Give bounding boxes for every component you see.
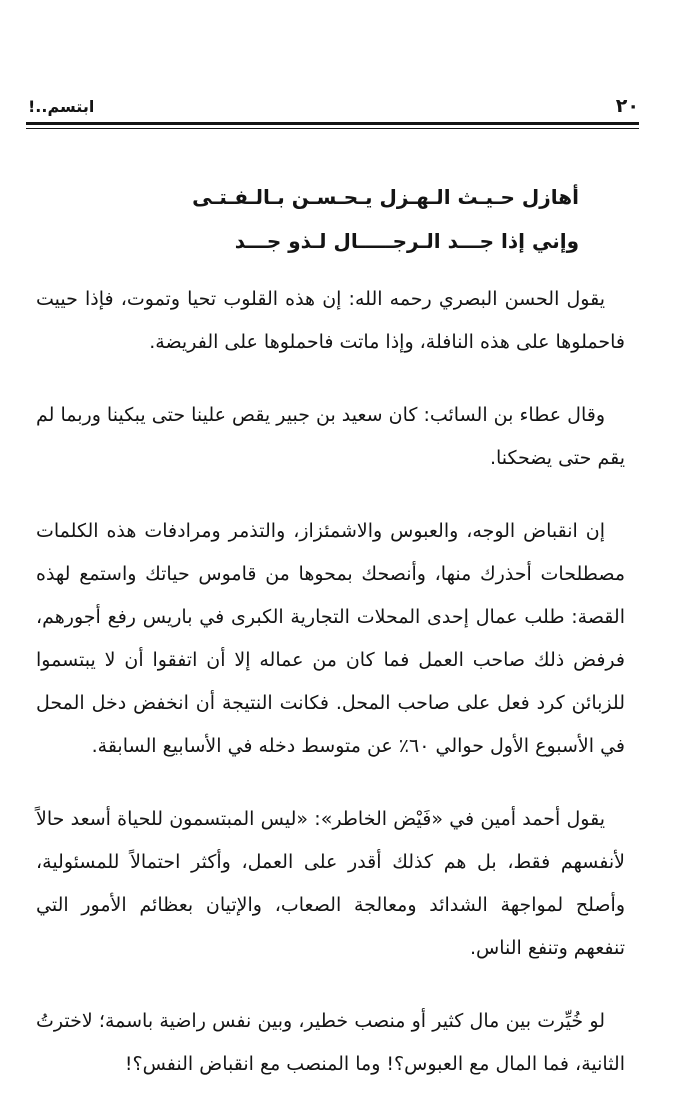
running-title: ابتسم..! [28, 97, 95, 116]
poem-verse-2: وإني إذا جـــد الـرجـــــال لـذو جـــد [234, 229, 579, 253]
paragraph-paris-story: إن انقباض الوجه، والعبوس والاشمئزاز، والتذمر ومرادفات هذه الكلمات مصطلحات أحذرك منها، وأنصحك بمحوها من قاموس حياتك واستمع لهذه القصة: طلب عمال إحدى المحلات التجارية الكبرى في باريس رفع أجورهم، فرفض ذلك صاحب العمل فما كان من عماله إلا أن اتفقوا أن لا يبتسموا للزبائن كرد فعل على صاحب المحل. فكانت النتيجة أن انخفض دخل المحل في الأسبوع الأول حوالي ٦٠٪ عن متوسط دخله في الأسابيع السابقة. [36, 520, 625, 757]
header-rule-thin [26, 128, 639, 129]
paragraph-ahmad-amin: يقول أحمد أمين في «فَيْض الخاطر»: «ليس المبتسمون للحياة أسعد حالاً لأنفسهم فقط، بل هم كذلك أقدر على العمل، وأكثر احتمالاً للمسئولية، وأصلح لمواجهة الشدائد ومعالجة الصعاب، والإتيان بعظائم الأمور التي تنفعهم وتنفع الناس. [36, 808, 625, 959]
header-rule-thick [26, 122, 639, 125]
page-number: ٢٠ [615, 95, 639, 117]
page-header [28, 94, 639, 120]
paragraph-hasan-basri: يقول الحسن البصري رحمه الله: إن هذه القلوب تحيا وتموت، فإذا حييت فاحملوها على هذه النافلة، وإذا ماتت فاحملوها على الفريضة. [36, 288, 625, 353]
paragraph-ata-bin-saib: وقال عطاء بن السائب: كان سعيد بن جبير يقص علينا حتى يبكينا وربما لم يقم حتى يضحكنا. [36, 404, 625, 469]
body-text [36, 278, 625, 1116]
paragraph-choice: لو خُيِّرت بين مال كثير أو منصب خطير، وبين نفس راضية باسمة؛ لاخترتُ الثانية، فما المال مع العبوس؟! وما المنصب مع انقباض النفس؟! [36, 1010, 625, 1075]
poem-verse-1: أهازل حـيـث الـهـزل يـحـسـن بـالـفـتـى [192, 185, 579, 209]
